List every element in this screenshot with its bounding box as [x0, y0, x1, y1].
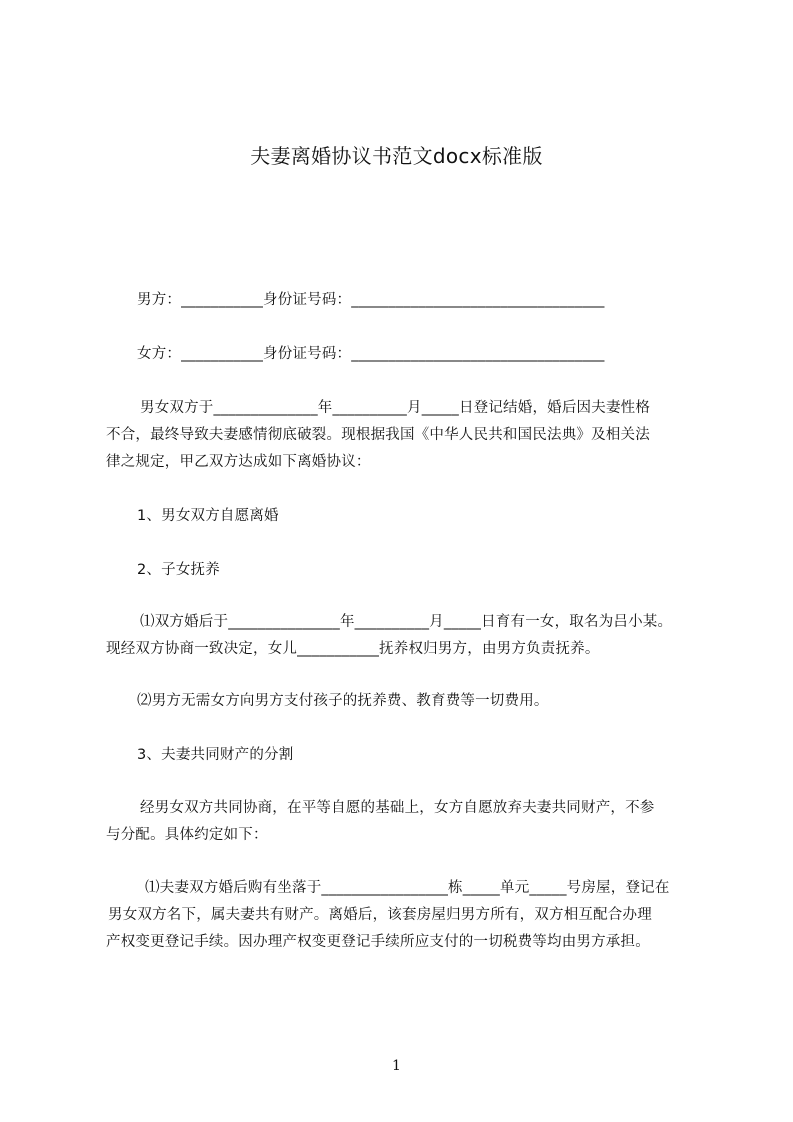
house-paragraph-line-3: 产权变更登记手续。因办理产权变更登记手续所应支付的一切税费等均由男方承担。 — [106, 934, 650, 950]
section-2-heading: 2、子女抚养 — [137, 562, 220, 578]
document-title: 夫妻离婚协议书范文docx标准版 — [250, 144, 543, 168]
property-paragraph-line-1: 经男女双方共同协商，在平等自愿的基础上，女方自愿放弃夫妻共同财产，不参 — [140, 800, 655, 816]
husband-info-line: 男方：___________身份证号码：__________________________________ — [137, 292, 605, 308]
intro-paragraph-line-1: 男女双方于______________年__________月_____日登记结婚，婚后因夫妻性格 — [140, 400, 651, 416]
intro-paragraph-line-2: 不合，最终导致夫妻感情彻底破裂。现根据我国《中华人民共和国民法典》及相关法 — [106, 427, 650, 443]
property-paragraph-line-2: 与分配。具体约定如下： — [106, 827, 268, 843]
section-3-heading: 3、夫妻共同财产的分割 — [137, 747, 294, 763]
house-paragraph-line-1: ⑴夫妻双方婚后购有坐落于_________________栋_____单元_____号房屋，登记在 — [145, 880, 670, 896]
wife-info-line: 女方：___________身份证号码：__________________________________ — [137, 346, 605, 362]
intro-paragraph-line-3: 律之规定，甲乙双方达成如下离婚协议： — [106, 454, 371, 470]
house-paragraph-line-2: 男女双方名下，属夫妻共有财产。离婚后，该套房屋归男方所有，双方相互配合办理 — [108, 907, 652, 923]
page-number: 1 — [392, 1058, 401, 1074]
section-1-heading: 1、男女双方自愿离婚 — [137, 508, 279, 524]
child-support-line: ⑵男方无需女方向男方支付孩子的抚养费、教育费等一切费用。 — [137, 693, 549, 709]
child-custody-line-1: ⑴双方婚后于_______________年__________月_____日育有一女，取名为吕小某。 — [140, 614, 673, 630]
child-custody-line-2: 现经双方协商一致决定，女儿___________抚养权归男方，由男方负责抚养。 — [106, 641, 600, 657]
